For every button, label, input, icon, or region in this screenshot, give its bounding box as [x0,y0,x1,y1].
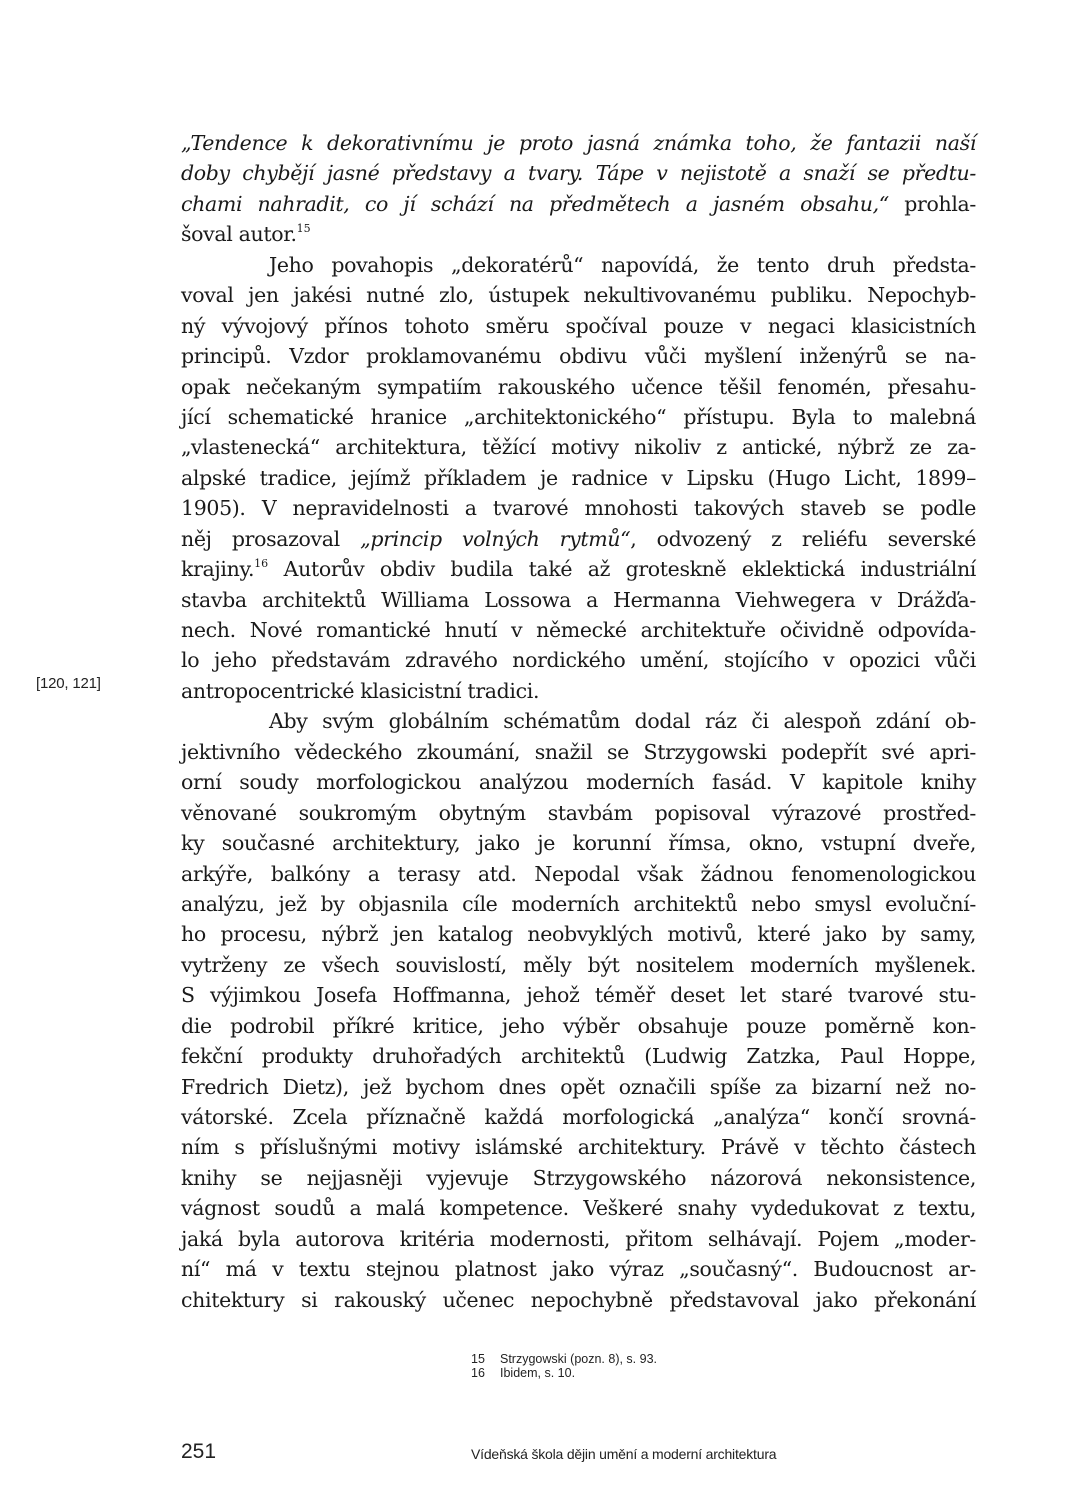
footnote [471,1352,657,1366]
text-run: analýzu, jež by objasnila cíle moderních architektů nebo smysl evoluční- [181,891,976,916]
text-line [181,524,976,554]
footnote-text: Strzygowski (pozn. 8), s. 93. [500,1352,658,1366]
text-line [181,1193,976,1223]
text-run: jektivního vědeckého zkoumání, snažil se Strzygowski podepřít své apri- [181,739,976,764]
text-run: alpské tradice, jejímž příkladem je radnice v Lipsku (Hugo Licht, 1899– [181,465,976,490]
text-line [181,798,976,828]
text-run: krajiny. [181,557,255,582]
text-line [181,158,976,188]
text-run: chitektury si rakouský učenec nepochybně představoval jako překonání [181,1287,976,1312]
body-text [181,128,976,1315]
footnote-reference[interactable]: 15 [296,222,311,236]
text-run: ho procesu, nýbrž jen katalog neobvyklých motivů, které jako by samy, [181,922,976,947]
text-run: ky současné architektury, jako je korunní římsa, okno, vstupní dveře, [181,831,976,856]
text-run: něj prosazoval [181,526,361,551]
text-line [181,1011,976,1041]
text-line [181,889,976,919]
text-run: fekční produkty druhořadých architektů (Ludwig Zatzka, Paul Hoppe, [181,1044,976,1069]
footnote-number: 15 [471,1352,485,1366]
text-run: vágnost soudů a malá kompetence. Veškeré snahy vydedukovat z textu, [181,1196,976,1221]
text-run: arkýře, balkóny a terasy atd. Nepodal však žádnou fenomenologickou [181,861,976,886]
footnote-text: Ibidem, s. 10. [500,1366,576,1380]
text-line [181,980,976,1010]
text-run: Aby svým globálním schématům dodal ráz či alespoň zdání ob- [269,709,976,734]
text-run: lo jeho představám zdravého nordického umění, stojícího v opozici vůči [181,648,976,673]
text-run: ním s příslušnými motivy islámské architektury. Právě v těchto částech [181,1135,976,1160]
quoted-text: „Tendence k dekorativnímu je proto jasná známka toho, že fantazii naší [181,131,976,155]
quoted-text: doby chybějí jasné představy a tvary. Tápe v nejistotě a snaží se předtu- [181,161,976,186]
text-line [181,767,976,797]
text-line [181,250,976,280]
text-line [181,828,976,858]
text-run: věnované soukromým obytným stavbám popisoval výrazové prostřed- [181,800,976,825]
text-run: orní soudy morfologickou analýzou moderních fasád. V kapitole knihy [181,770,976,795]
text-line [181,950,976,980]
text-line [181,615,976,645]
text-run: knihy se nejjasněji vyjevuje Strzygowského názorová nekonsistence, [181,1165,976,1190]
text-line [181,1224,976,1254]
text-line [181,1041,976,1071]
text-run: voval jen jakési nutné zlo, ústupek nekultivovanému publiku. Nepochyb- [181,283,976,308]
margin-figure-reference: [120, 121] [36,675,101,692]
text-line [181,128,976,158]
running-title: Vídeňská škola dějin umění a moderní architektura [471,1446,777,1462]
quoted-text: „princip volných rytmů“ [360,526,631,551]
text-run: ný vývojový přínos tohoto směru spočíval pouze v negaci klasicistních [181,313,976,338]
text-line [181,859,976,889]
text-run: , odvozený z reliéfu severské [630,526,977,551]
text-line [181,645,976,675]
text-run: antropocentrické klasicistní tradici. [181,678,540,703]
text-run: nech. Nové romantické hnutí v německé architektuře očividně odpovída- [181,618,976,642]
text-line [181,280,976,310]
text-line [181,463,976,493]
text-run: stavba architektů Williama Lossowa a Hermanna Viehwegera v Drážďa- [181,587,976,612]
footnote-reference[interactable]: 16 [254,557,269,571]
text-line [181,402,976,432]
text-line [181,1102,976,1132]
text-line [181,737,976,767]
page-number: 251 [181,1440,217,1463]
footnote-number: 16 [471,1366,485,1380]
text-run: šoval autor. [181,222,297,247]
text-run: jící schematické hranice „architektonického“ přístupu. Byla to malebná [181,404,976,429]
footnote [471,1366,657,1380]
text-run: die podrobil příkré kritice, jeho výběr obsahuje pouze poměrně kon- [181,1013,976,1038]
text-line [181,1285,976,1315]
text-line [181,1132,976,1162]
text-run: principů. Vzdor proklamovanému obdivu vůči myšlení inženýrů se na- [181,344,976,369]
text-line [181,585,976,615]
text-line [181,311,976,341]
text-run: vátorské. Zcela příznačně každá morfologická „analýza“ končí srovná- [181,1105,976,1129]
text-run: jaká byla autorova kritéria modernosti, přitom selhávají. Pojem „moder- [181,1226,976,1251]
text-line [181,493,976,523]
text-line [181,372,976,402]
text-line [181,554,976,584]
text-run: opak nečekaným sympatiím rakouského učence těšil fenomén, přesahu- [181,374,976,399]
text-line [181,189,976,219]
footnotes [471,1352,657,1380]
text-run: „vlastenecká“ architektura, těžící motivy nikoliv z antické, nýbrž ze za- [181,435,976,460]
text-line [181,919,976,949]
text-line [181,219,976,249]
text-line [181,432,976,462]
text-run: prohla- [888,191,976,216]
text-line [181,676,976,706]
text-line [181,341,976,371]
text-line [181,1163,976,1193]
text-run: Fredrich Dietz), jež bychom dnes opět označili spíše za bizarní než no- [181,1074,976,1099]
text-line [181,706,976,736]
text-run: Autorův obdiv budila také až groteskně eklektická industriální [268,557,976,582]
text-run: ní“ má v textu stejnou platnost jako výraz „současný“. Budoucnost ar- [181,1257,976,1282]
text-run: Jeho povahopis „dekoratérů“ napovídá, že tento druh předsta- [269,252,976,277]
text-run: 1905). V nepravidelnosti a tvarové mnohosti takových staveb se podle [181,496,976,521]
text-line [181,1072,976,1102]
quoted-text: chami nahradit, co jí schází na předmětech a jasném obsahu,“ [181,191,889,216]
text-run: vytrženy ze všech souvislostí, měly být nositelem moderních myšlenek. [181,952,976,977]
text-line [181,1254,976,1284]
text-run: S výjimkou Josefa Hoffmanna, jehož téměř deset let staré tvarové stu- [181,983,976,1008]
